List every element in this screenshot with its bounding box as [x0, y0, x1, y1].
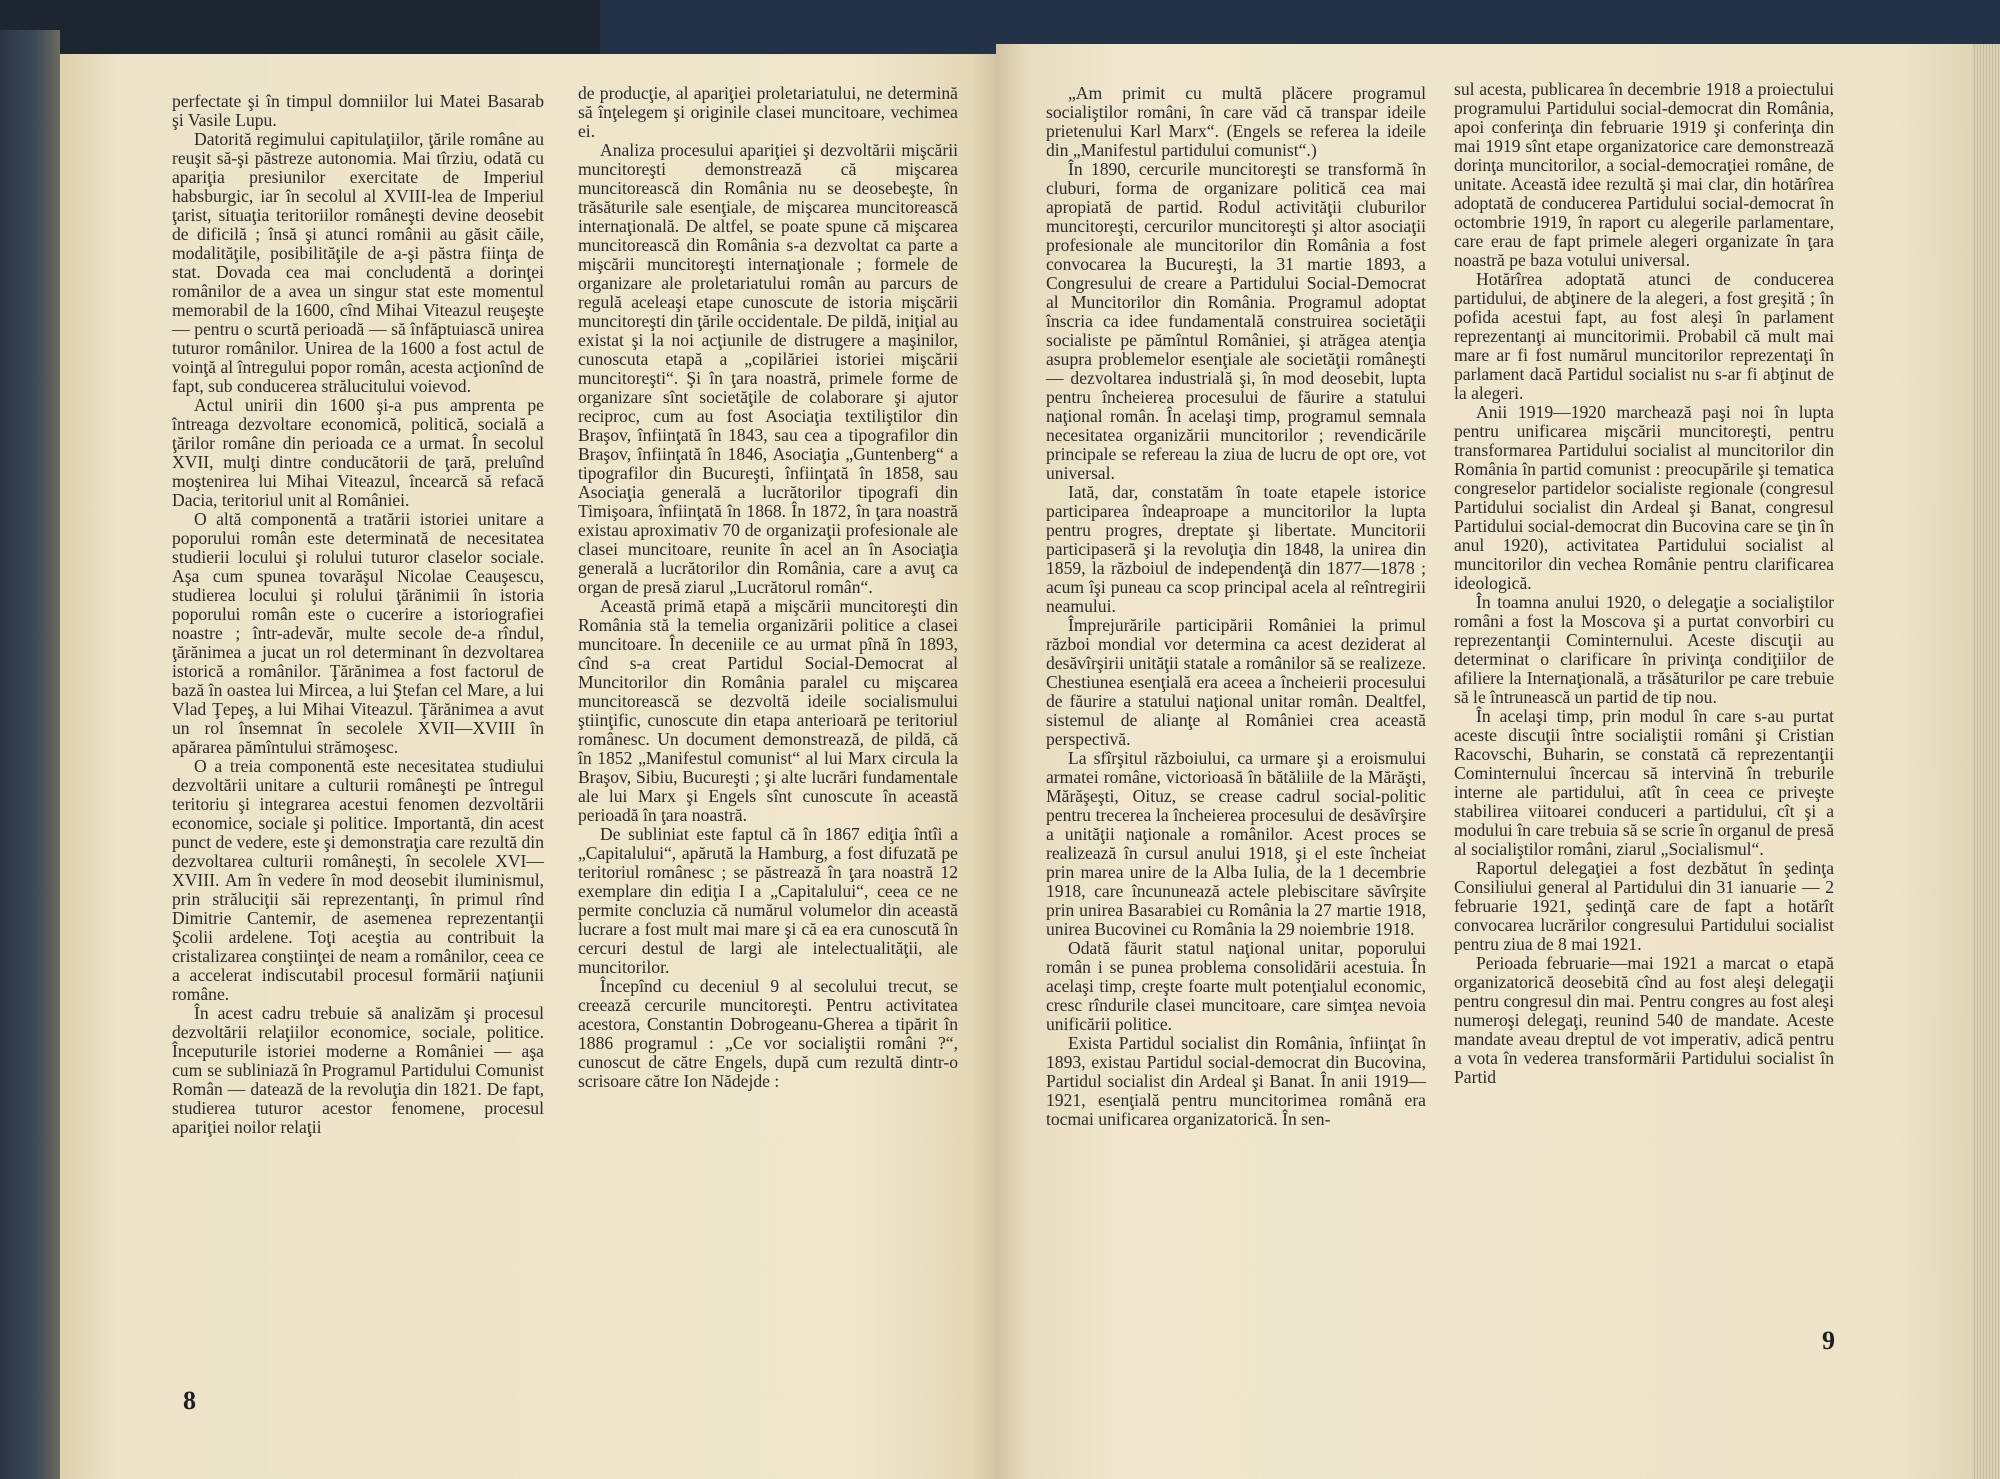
paragraph: „Am primit cu multă plăcere programul socialiştilor români, în care văd că transpar ideile prietenului Karl Marx“. (Engels se referea la ideile din „Manifestul partidului comunist“.) [1046, 83, 1426, 160]
right-page-column-1 [1046, 84, 1426, 1129]
paragraph: Perioada februarie—mai 1921 a marcat o etapă organizatorică deosebită cînd au fost aleşi delegaţii pentru congresul din mai. Pentru congres au fost aleşi numeroşi delegaţi, reunind 540 de mandate. Aceste mandate aveau dreptul de vot imperativ, adică pentru a vota în vederea transformării Partidului socialist în Partid [1454, 953, 1834, 1087]
paragraph: Iată, dar, constatăm în toate etapele istorice participarea îndeaproape a muncitorilor la lupta pentru progres, dreptate şi libertate. Muncitorii participaseră şi la revoluţia din 1848, la unirea din 1859, la războiul de independenţă din 1877—1878 ; acum îşi puneau ca scop principal acela al reîntregirii neamului. [1046, 482, 1426, 616]
left-page-column-1 [172, 92, 544, 1137]
paragraph: perfectate şi în timpul domniilor lui Matei Basarab şi Vasile Lupu. [172, 91, 544, 130]
paragraph: Exista Partidul socialist din România, înfiinţat în 1893, existau Partidul social-democrat din Bucovina, Partidul socialist din Ardeal şi Banat. În anii 1919—1921, esenţială pentru muncitorimea română era tocmai unificarea organizatorică. În sen- [1046, 1033, 1426, 1129]
paragraph: De subliniat este faptul că în 1867 ediţia întîi a „Capitalului“, apărută la Hamburg, a fost difuzată pe teritoriul românesc ; se păstrează în ţara noastră 12 exemplare din ediţia I a „Capitalului“, ceea ce ne permite concluzia că numărul volumelor din această lucrare a fost mult mai mare şi că ea era cunoscută în cercuri destul de largi ale intelectualităţii, ale muncitorilor. [578, 824, 958, 977]
paragraph: În acest cadru trebuie să analizăm şi procesul dezvoltării relaţiilor economice, sociale, politice. Începuturile istoriei moderne a României — aşa cum se subliniază în Programul Partidului Comunist Român — datează de la revoluţia din 1821. De fapt, studierea tuturor acestor fenomene, procesul apariţiei noilor relaţii [172, 1003, 544, 1137]
right-page-column-2 [1454, 80, 1834, 1087]
page-number-right: 9 [1822, 1326, 1835, 1355]
left-binding [0, 30, 60, 1479]
paragraph: sul acesta, publicarea în decembrie 1918 a proiectului programului Partidului social-democrat din România, apoi conferinţa din februarie 1919 şi conferinţa din mai 1919 sînt etape organizatorice care demonstrează dorinţa muncitorilor, a social-democraţiei române, de unitate. Această idee rezultă şi mai clar, din hotărîrea adoptată de conducerea Partidului social-democrat în octombrie 1919, în raport cu alegerile parlamentare, care erau de fapt primele alegeri organizate în ţara noastră pe baza votului universal. [1454, 79, 1834, 270]
paragraph: În acelaşi timp, prin modul în care s-au purtat aceste discuţii între socialiştii români şi Cristian Racovschi, Buharin, se constată că reprezentanţii Cominternului încercau să intervină în treburile interne ale partidului, atît în ceea ce priveşte stabilirea viitoarei conduceri a partidului, cît şi a modului în care trebuia să se scrie în organul de presă al socialiştilor români, ziarul „Socialismul“. [1454, 706, 1834, 859]
paragraph: În toamna anului 1920, o delegaţie a socialiştilor români a fost la Moscova şi a purtat convorbiri cu reprezentanţii Cominternului. Aceste discuţii au determinat o clarificare în privinţa condiţiilor de afiliere la Internaţională, a trăsăturilor pe care trebuie să le întrunească un partid de tip nou. [1454, 592, 1834, 707]
left-page-column-2 [578, 84, 958, 1091]
left-page [60, 54, 1000, 1479]
paragraph: Datorită regimului capitulaţiilor, ţările române au reuşit să-şi păstreze autonomia. Mai tîrziu, odată cu apariţia presiunilor exercitate de Imperiul habsburgic, iar în secolul al XVIII-lea de Imperiul ţarist, situaţia teritoriilor româneşti devine deosebit de dificilă ; însă şi atunci românii au găsit căile, modalităţile, posibilităţile de a-şi păstra fiinţa de stat. Dovada cea mai concludentă a dorinţei românilor de a avea un singur stat este momentul memorabil de la 1600, cînd Mihai Viteazul reuşeşte — pentru o scurtă perioadă — să înfăptuiască unirea tuturor românilor. Unirea de la 1600 a fost actul de voinţă al întregului popor român, acesta acţionînd de fapt, sub conducerea strălucitului voievod. [172, 129, 544, 396]
page-stack-edge [1972, 44, 2000, 1479]
paragraph: Hotărîrea adoptată atunci de conducerea partidului, de abţinere de la alegeri, a fost greşită ; în pofida acestui fapt, au fost aleşi în parlament reprezentanţi ai muncitorimii. Probabil că mult mai mare ar fi fost numărul muncitorilor reprezentaţi în parlament dacă Partidul socialist nu s-ar fi abţinut de la alegeri. [1454, 269, 1834, 403]
right-page [996, 44, 1972, 1479]
page-number-left: 8 [183, 1386, 196, 1415]
paragraph: Această primă etapă a mişcării muncitoreşti din România stă la temelia organizării politice a clasei muncitoare. În deceniile ce au urmat pînă în 1893, cînd s-a creat Partidul Social-Democrat al Muncitorilor din România paralel cu mişcarea muncitorească se dezvoltă ideile socialismului ştiinţific, cunoscute din etapa anterioară pe teritoriul românesc. Un document demonstrează, de pildă, că în 1852 „Manifestul comunist“ al lui Marx circula la Braşov, Sibiu, Bucureşti ; şi alte lucrări fundamentale ale lui Marx şi Engels sînt cunoscute în această perioadă în ţara noastră. [578, 596, 958, 825]
paragraph: În 1890, cercurile muncitoreşti se transformă în cluburi, forma de organizare politică cea mai apropiată de partid. Rodul activităţii cluburilor muncitoreşti, cercurilor muncitoreşti şi altor asociaţii profesionale ale muncitorilor din România a fost convocarea la Bucureşti, la 31 martie 1893, a Congresului de creare a Partidului Social-Democrat al Muncitorilor din România. Programul adoptat înscria ca idee fundamentală construirea societăţii socialiste pe pămîntul României, şi atrăgea atenţia asupra problemelor esenţiale ale societăţii româneşti — dezvoltarea industrială şi, în mod deosebit, lupta pentru încheierea procesului de făurire a statului naţional român. În acelaşi timp, programul semnala necesitatea organizării muncitorilor ; revendicările principale se refereau la ziua de lucru de opt ore, vot universal. [1046, 159, 1426, 483]
paragraph: O a treia componentă este necesitatea studiului dezvoltării unitare a culturii româneşti pe întregul teritoriu şi integrarea acestui fenomen dezvoltării economice, sociale şi politice. Importantă, din acest punct de vedere, este şi demonstraţia care rezultă din dezvoltarea culturii româneşti, în secolele XVI—XVIII. Am în vedere în mod deosebit iluminismul, prin străluciţii săi reprezentanţi, în primul rînd Dimitrie Cantemir, de asemenea reprezentanţii Şcolii ardelene. Toţi aceştia au contribuit la cristalizarea conştiinţei de neam a românilor, ceea ce a accelerat indiscutabil procesul formării naţiunii române. [172, 756, 544, 1004]
paragraph: Analiza procesului apariţiei şi dezvoltării mişcării muncitoreşti demonstrează că mişcarea muncitorească din România nu se deosebeşte, în trăsăturile sale esenţiale, de mişcarea muncitorească internaţională. De altfel, se poate spune că mişcarea muncitorească din România s-a dezvoltat ca parte a mişcării muncitoreşti internaţionale ; formele de organizare ale proletariatului român au parcurs de regulă aceleaşi etape cunoscute de istoria mişcării muncitoreşti din ţările occidentale. De pildă, iniţial au existat şi la noi acţiunile de distrugere a maşinilor, cunoscuta etapă a „copilăriei istoriei mişcării muncitoreşti“. Şi în ţara noastră, primele forme de organizare sînt societăţile de colaborare şi ajutor reciproc, cum au fost Asociaţia textiliştilor din Braşov, înfiinţată în 1843, sau cea a tipografilor din Braşov, înfiinţată în 1846, Asociaţia „Guntenberg“ a tipografilor din Bucureşti, înfiinţată în 1858, sau Asociaţia generală a lucrătorilor tipografi din Timişoara, înfiinţată în 1868. În 1872, în ţara noastră existau aproximativ 70 de organizaţii profesionale ale clasei muncitoare, reunite în acel an în Asociaţia generală a lucrătorilor din România, care a avuţ ca organ de presă ziarul „Lucrătorul român“. [578, 140, 958, 597]
paragraph: Începînd cu deceniul 9 al secolului trecut, se creează cercurile muncitoreşti. Pentru activitatea acestora, Constantin Dobrogeanu-Gherea a tipărit în 1886 programul : „Ce vor socialiştii români ?“, cunoscut de către Engels, după cum rezultă dintr-o scrisoare către Ion Nădejde : [578, 976, 958, 1091]
paragraph: O altă componentă a tratării istoriei unitare a poporului român este determinată de necesitatea studierii locului şi rolului tuturor claselor sociale. Aşa cum spunea tovarăşul Nicolae Ceauşescu, studierea locului şi rolului ţărănimii în istoria poporului român este o cucerire a istoriografiei noastre ; într-adevăr, multe secole de-a rîndul, ţărănimea a jucat un rol determinant în dezvoltarea istorică a românilor. Ţărănimea a fost factorul de bază în oastea lui Mircea, a lui Ştefan cel Mare, a lui Vlad Ţepeş, a lui Mihai Viteazul. Ţărănimea a avut un rol însemnat în secolele XVII—XVIII în apărarea pămîntului strămoşesc. [172, 509, 544, 757]
paragraph: Odată făurit statul naţional unitar, poporului român i se punea problema consolidării acestuia. În acelaşi timp, creşte foarte mult potenţialul economic, cresc rîndurile clasei muncitoare, care simţea nevoia unificării politice. [1046, 938, 1426, 1034]
paragraph: Anii 1919—1920 marchează paşi noi în lupta pentru unificarea mişcării muncitoreşti, pentru transformarea Partidului socialist al muncitorilor din România în partid comunist : preocupările şi tematica congreselor partidelor socialiste regionale (congresul Partidului socialist din Ardeal şi Banat, congresul Partidului social-democrat din Bucovina care se ţin în anul 1920), activitatea Partidului socialist al muncitorilor din vechea Românie pentru clarificarea ideologică. [1454, 402, 1834, 593]
paragraph: Împrejurările participării României la primul război mondial vor determina ca acest deziderat al desăvîrşirii unităţii statale a românilor să se realizeze. Chestiunea esenţială era aceea a încheierii procesului de făurire a statului naţional unitar român. Dealtfel, sistemul de alianţe al României crea această perspectivă. [1046, 615, 1426, 749]
paragraph: La sfîrşitul războiului, ca urmare şi a eroismului armatei române, victorioasă în bătăliile de la Mărăşti, Mărăşeşti, Oituz, se crease cadrul social-politic pentru trecerea la încheierea procesului de desăvîrşire a unităţii naţionale a românilor. Acest proces se realizează în cursul anului 1918, şi el este încheiat prin marea unire de la Alba Iulia, de la 1 decembrie 1918, care încununează actele plebiscitare săvîrşite prin unirea Basarabiei cu România la 27 martie 1918, unirea Bucovinei cu România la 29 noiembrie 1918. [1046, 748, 1426, 939]
paragraph: Raportul delegaţiei a fost dezbătut în şedinţa Consiliului general al Partidului din 31 ianuarie — 2 februarie 1921, şedinţă care de fapt a hotărît convocarea lucrărilor congresului Partidului socialist pentru ziua de 8 mai 1921. [1454, 858, 1834, 954]
paragraph: Actul unirii din 1600 şi-a pus amprenta pe întreaga dezvoltare economică, politică, socială a ţărilor române din perioada ce a urmat. În secolul XVII, mulţi dintre conducătorii de ţară, preluînd moştenirea lui Mihai Viteazul, încearcă să refacă Dacia, teritoriul unit al României. [172, 395, 544, 510]
paragraph: de producţie, al apariţiei proletariatului, ne determină să înţelegem şi originile clasei muncitoare, vechimea ei. [578, 83, 958, 141]
